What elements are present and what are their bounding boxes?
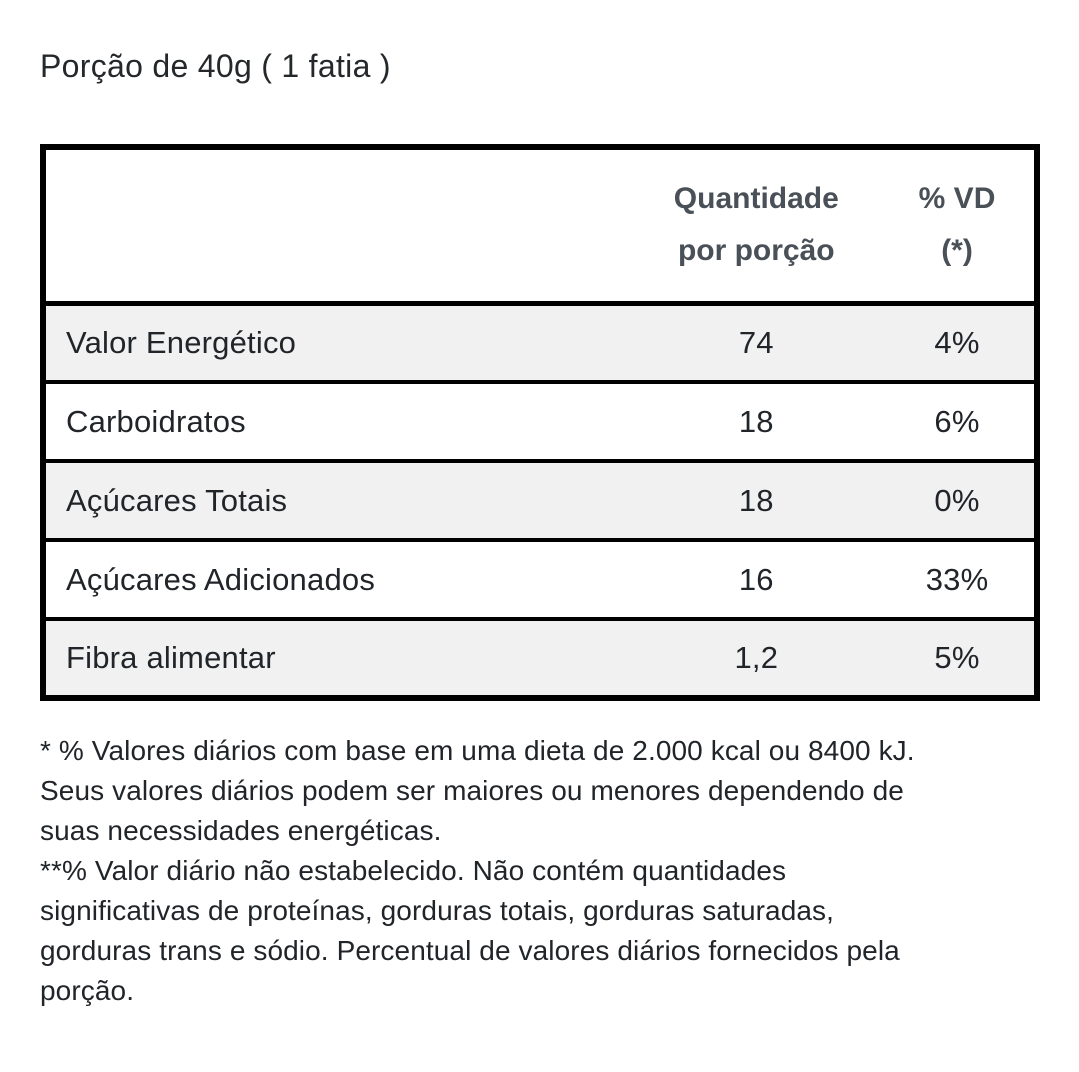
header-vd-line2: (*) [941, 234, 973, 268]
footnote-line: * % Valores diários com base em uma dieta de 2.000 kcal ou 8400 kJ. [40, 735, 915, 766]
footnote-line: suas necessidades energéticas. [40, 815, 442, 846]
row-label: Carboidratos [43, 382, 633, 461]
nutrition-table [40, 144, 1040, 701]
row-quantity: 16 [633, 540, 880, 619]
row-vd: 5% [880, 619, 1037, 698]
footnotes [40, 731, 1052, 1011]
footnote-not-established [40, 851, 1052, 1011]
header-blank-cell [43, 147, 633, 303]
footnote-line: gorduras trans e sódio. Percentual de valores diários fornecidos pela [40, 935, 900, 966]
row-label: Valor Energético [66, 324, 297, 360]
header-quantity-line1: Quantidade [673, 182, 839, 216]
table-row [43, 382, 1037, 461]
row-quantity: 18 [633, 461, 880, 540]
table-row [43, 461, 1037, 540]
table-header [43, 147, 1037, 303]
row-quantity: 18 [633, 382, 880, 461]
header-vd-cell [880, 147, 1037, 303]
header-vd-line1: % VD [918, 182, 996, 216]
header-quantity-cell [633, 147, 880, 303]
row-vd: 4% [934, 324, 980, 360]
table-row [43, 619, 1037, 698]
header-quantity-line2: por porção [677, 234, 835, 268]
row-vd: 33% [880, 540, 1037, 619]
table-row [43, 540, 1037, 619]
footnote-daily-values [40, 731, 1052, 851]
footnote-line: porção. [40, 975, 135, 1006]
table-row [43, 303, 1037, 382]
header-row [43, 147, 1037, 303]
footnote-line: Seus valores diários podem ser maiores ou menores dependendo de [40, 775, 904, 806]
row-quantity: 1,2 [633, 619, 880, 698]
row-label: Açúcares Adicionados [43, 540, 633, 619]
row-quantity: 74 [738, 324, 774, 360]
row-label: Açúcares Totais [43, 461, 633, 540]
footnote-line: **% Valor diário não estabelecido. Não contém quantidades [40, 855, 787, 886]
row-label: Fibra alimentar [43, 619, 633, 698]
table-body [43, 303, 1037, 698]
footnote-line: significativas de proteínas, gorduras totais, gorduras saturadas, [40, 895, 835, 926]
row-vd: 6% [880, 382, 1037, 461]
page-title: Porção de 40g ( 1 fatia ) [40, 48, 391, 84]
row-vd: 0% [880, 461, 1037, 540]
